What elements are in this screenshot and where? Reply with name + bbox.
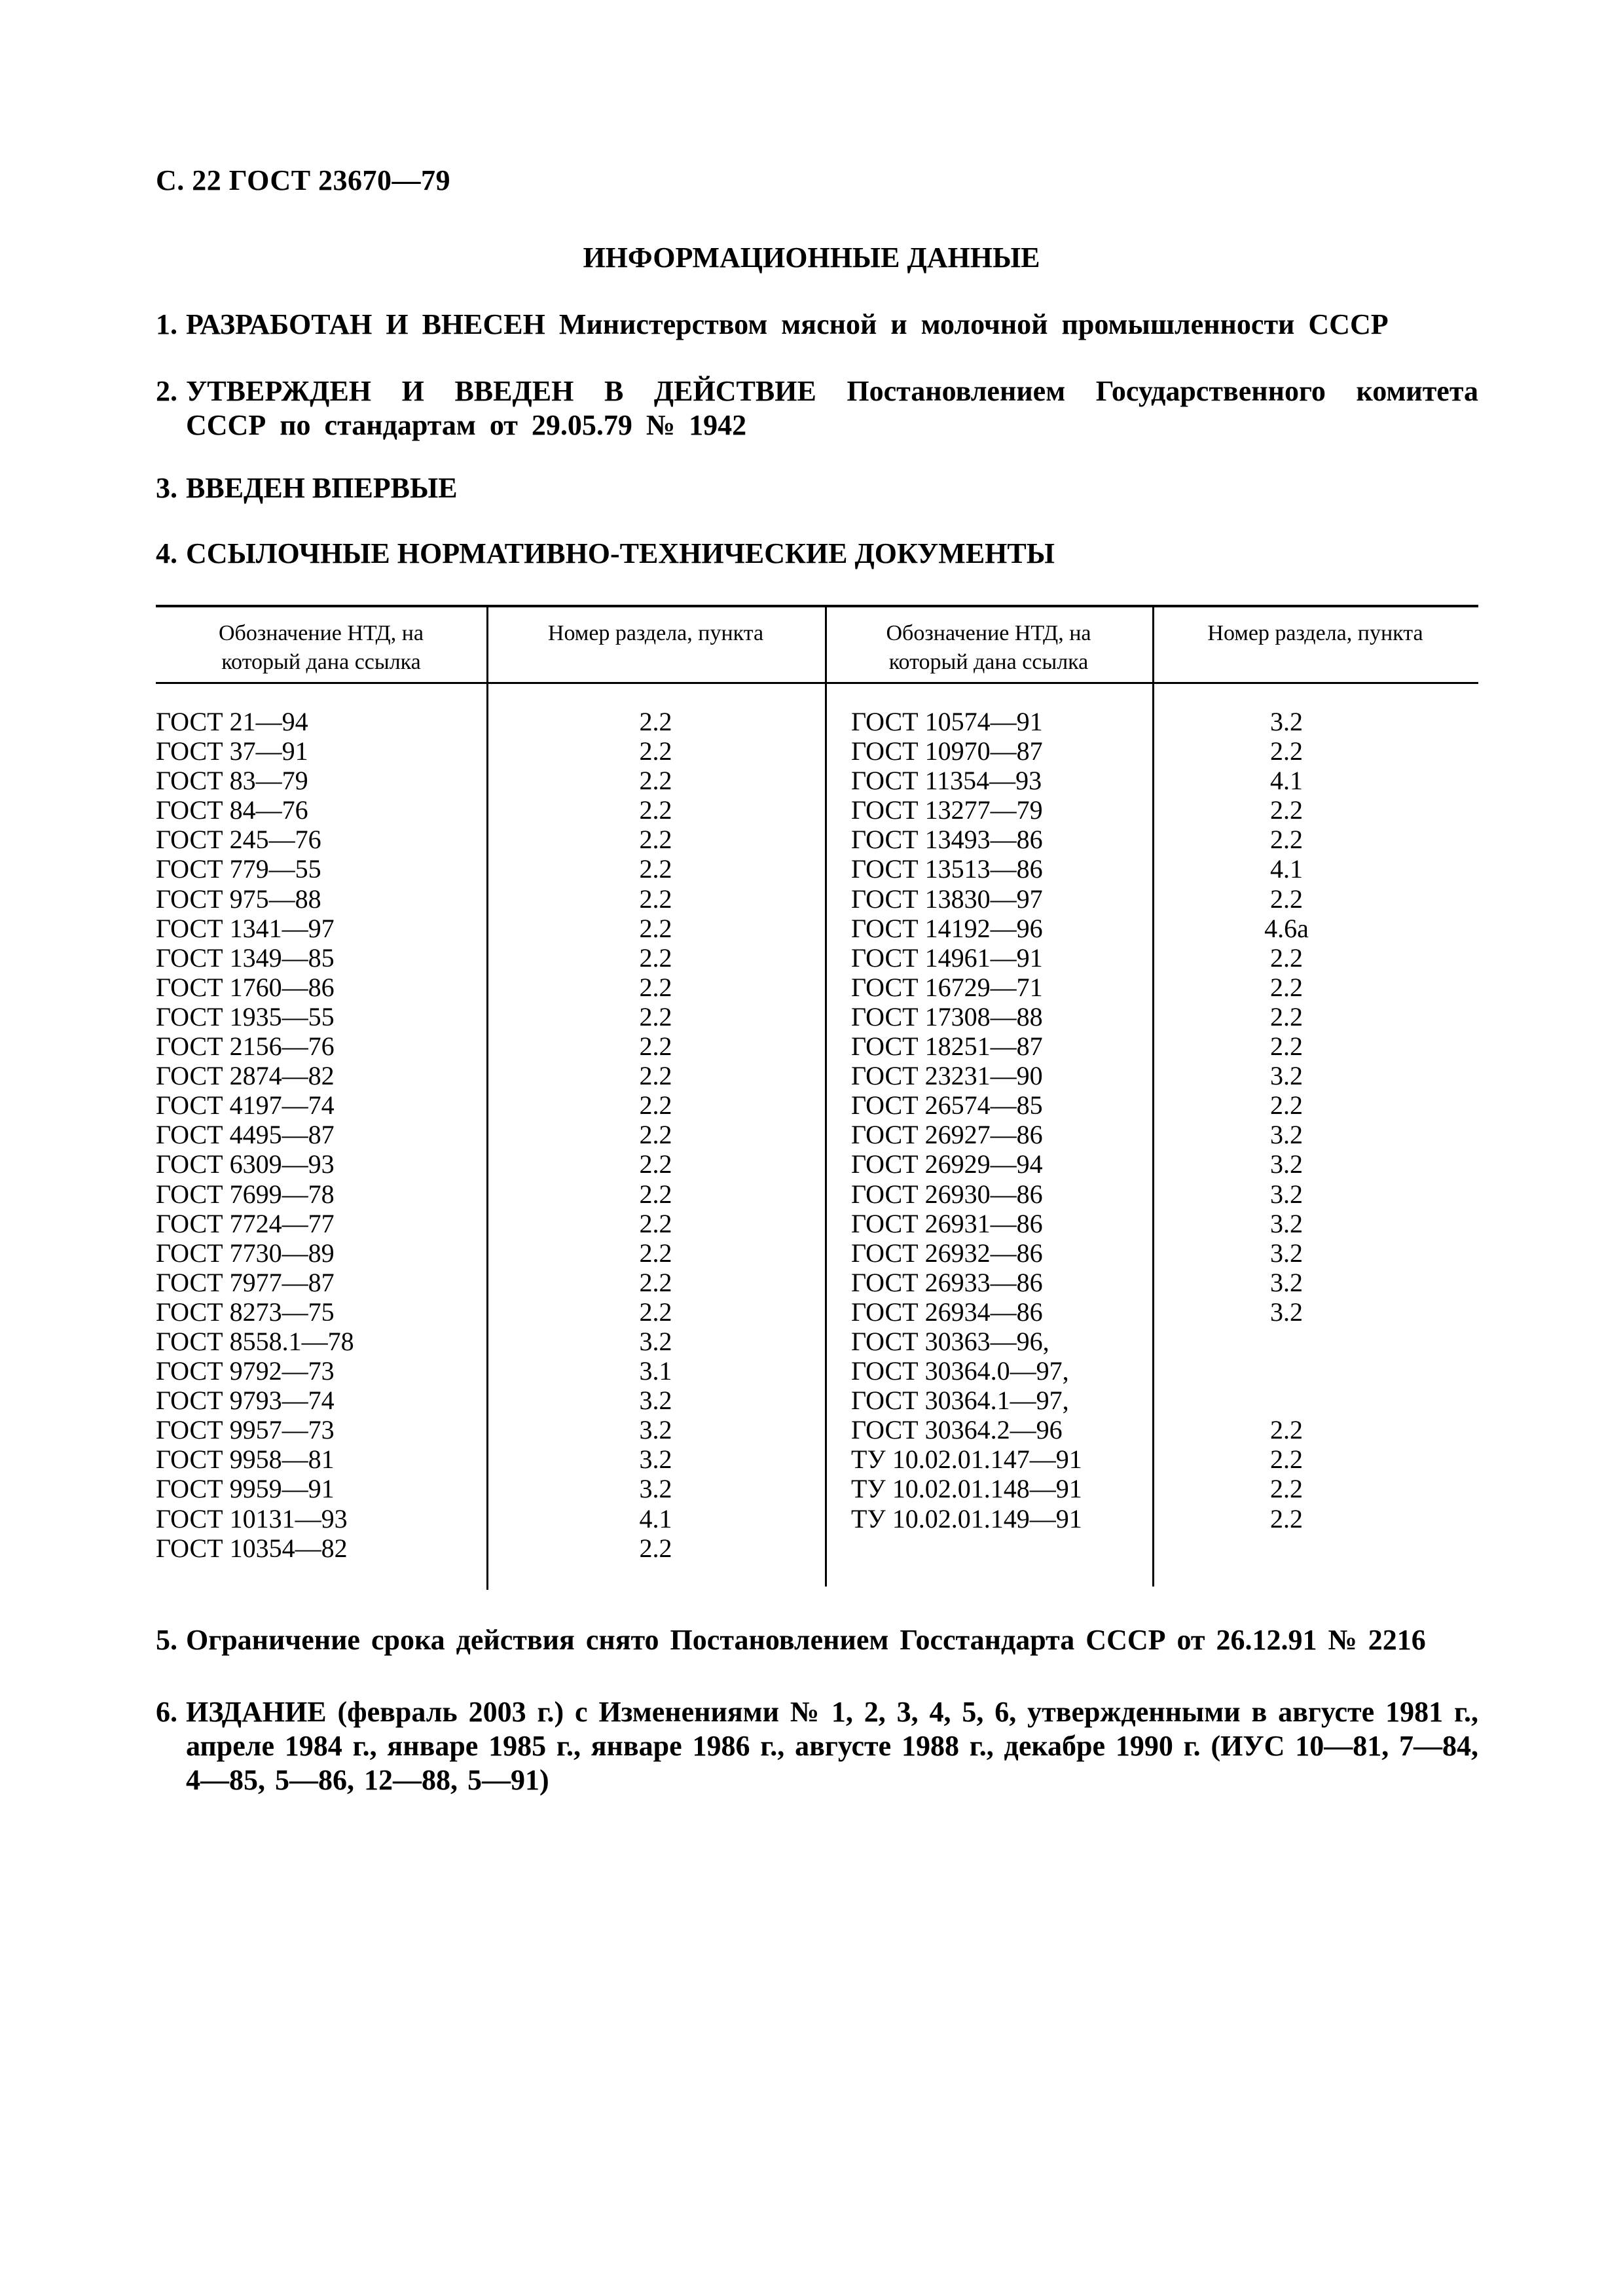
table-cell: ТУ 10.02.01.147—91 — [851, 1444, 1082, 1475]
table-cell: ГОСТ 9958—81 — [156, 1444, 335, 1475]
table-cell: 2.2 — [639, 1001, 672, 1031]
info-item-4 — [156, 537, 1478, 571]
references-table — [156, 605, 1478, 1590]
item-text-line2: СССР по стандартам от 29.05.79 № 1942 — [186, 409, 747, 441]
table-cell: 3.1 — [639, 1356, 672, 1386]
table-cell: 3.2 — [1270, 707, 1303, 736]
info-item-3 — [156, 471, 1478, 505]
table-cell: 2.2 — [1270, 972, 1303, 1002]
table-cell: ГОСТ 83—79 — [156, 766, 308, 796]
item-text: Ограничение срока действия снято Постановлением Госстандарта СССР от 26.12.91 № 2216 — [186, 1624, 1426, 1656]
table-cell: 4.6а — [1264, 913, 1309, 943]
table-cell: 3.2 — [1270, 1208, 1303, 1238]
item-number: 5. — [156, 1624, 177, 1656]
table-cell: 2.2 — [1270, 825, 1303, 855]
table-cell: 2.2 — [639, 1149, 672, 1179]
table-cell: 2.2 — [1270, 795, 1303, 825]
item-text-line2: апреле 1984 г., январе 1985 г., январе 1986 г., августе 1988 г., декабре 1990 г. (ИУС 10—81, 7—84, — [186, 1730, 1478, 1762]
item-number: 3. — [156, 472, 177, 504]
item-text-line3: 4—85, 5—86, 12—88, 5—91) — [186, 1764, 549, 1796]
table-cell: ГОСТ 13493—86 — [851, 825, 1043, 855]
table-cell: 3.2 — [639, 1415, 672, 1445]
item-number: 6. — [156, 1696, 177, 1728]
table-cell: ГОСТ 2874—82 — [156, 1061, 335, 1091]
section-title: ИНФОРМАЦИОННЫЕ ДАННЫЕ — [583, 242, 1040, 274]
table-cell: ГОСТ 26932—86 — [851, 1238, 1043, 1268]
table-cell: ГОСТ 245—76 — [156, 825, 321, 855]
table-cell: ГОСТ 14961—91 — [851, 942, 1043, 973]
table-cell: ТУ 10.02.01.148—91 — [851, 1474, 1082, 1504]
table-cell: 3.2 — [1270, 1120, 1303, 1150]
table-cell: 2.2 — [639, 1267, 672, 1297]
table-cell: 2.2 — [639, 1208, 672, 1238]
table-cell: ГОСТ 26927—86 — [851, 1120, 1043, 1150]
table-cell: 3.2 — [1270, 1297, 1303, 1327]
table-cell: ГОСТ 7699—78 — [156, 1179, 335, 1209]
table-cell: 2.2 — [639, 942, 672, 973]
table-cell: 3.2 — [1270, 1179, 1303, 1209]
table-cell: 3.2 — [1270, 1061, 1303, 1091]
table-cell: ГОСТ 18251—87 — [851, 1031, 1043, 1062]
table-cell: 2.2 — [639, 795, 672, 825]
table-cell: ГОСТ 1935—55 — [156, 1001, 335, 1031]
table-cell: ГОСТ 26933—86 — [851, 1267, 1043, 1297]
info-item-6 — [156, 1695, 1478, 1797]
table-cell: ГОСТ 13277—79 — [851, 795, 1043, 825]
table-cell: 2.2 — [639, 1238, 672, 1268]
table-cell: 3.2 — [1270, 1149, 1303, 1179]
table-cell: 2.2 — [639, 884, 672, 914]
table-cell: 2.2 — [639, 1120, 672, 1150]
table-cell: 2.2 — [639, 825, 672, 855]
table-cell: 2.2 — [639, 1061, 672, 1091]
left-doc-column — [156, 707, 486, 1563]
table-cell: 2.2 — [1270, 1444, 1303, 1475]
table-cell: ГОСТ 8273—75 — [156, 1297, 335, 1327]
table-top-rule — [156, 605, 1478, 607]
table-cell: 2.2 — [1270, 1415, 1303, 1445]
item-number: 1. — [156, 308, 177, 340]
table-cell: ГОСТ 1341—97 — [156, 913, 335, 943]
item-text: ВВЕДЕН ВПЕРВЫЕ — [186, 472, 458, 504]
table-cell: 2.2 — [1270, 1503, 1303, 1534]
table-header-rule — [156, 682, 1478, 684]
header-section-number-left: Номер раздела, пункта — [547, 621, 764, 645]
table-cell: ГОСТ 13830—97 — [851, 884, 1043, 914]
table-cell: ГОСТ 10970—87 — [851, 736, 1043, 766]
info-item-5 — [156, 1623, 1478, 1657]
table-cell: 2.2 — [1270, 1474, 1303, 1504]
table-cell: 2.2 — [639, 913, 672, 943]
table-cell: ГОСТ 7724—77 — [156, 1208, 335, 1238]
table-cell: ГОСТ 8558.1—78 — [156, 1326, 354, 1356]
table-cell: ГОСТ 779—55 — [156, 854, 321, 884]
table-cell: 2.2 — [1270, 1090, 1303, 1121]
table-divider — [825, 605, 827, 1587]
item-text: ССЫЛОЧНЫЕ НОРМАТИВНО-ТЕХНИЧЕСКИЕ ДОКУМЕНТЫ — [186, 537, 1055, 569]
table-cell: 2.2 — [1270, 884, 1303, 914]
table-cell: 2.2 — [639, 707, 672, 736]
table-cell: ГОСТ 9959—91 — [156, 1474, 335, 1504]
table-cell: ГОСТ 21—94 — [156, 707, 308, 736]
table-cell: ГОСТ 26574—85 — [851, 1090, 1043, 1121]
table-cell: 4.1 — [639, 1503, 672, 1534]
table-cell: 2.2 — [639, 1090, 672, 1121]
table-cell: 2.2 — [639, 1297, 672, 1327]
table-cell: 2.2 — [1270, 1031, 1303, 1062]
table-cell: ГОСТ 26931—86 — [851, 1208, 1043, 1238]
table-cell: ГОСТ 10131—93 — [156, 1503, 348, 1534]
table-cell: ГОСТ 2156—76 — [156, 1031, 335, 1062]
table-cell: ГОСТ 30364.1—97, — [851, 1386, 1069, 1416]
table-cell: ГОСТ 7730—89 — [156, 1238, 335, 1268]
page-header: С. 22 ГОСТ 23670—79 — [156, 164, 451, 196]
table-cell: ГОСТ 16729—71 — [851, 972, 1043, 1002]
table-cell: ГОСТ 11354—93 — [851, 766, 1042, 796]
right-section-column — [1152, 707, 1421, 1534]
table-cell: 3.2 — [639, 1474, 672, 1504]
table-cell: 2.2 — [639, 766, 672, 796]
table-cell: ГОСТ 26930—86 — [851, 1179, 1043, 1209]
table-cell: ГОСТ 30364.2—96 — [851, 1415, 1063, 1445]
item-number: 4. — [156, 537, 177, 569]
info-item-1 — [156, 308, 1478, 342]
header-doc-designation-left: Обозначение НТД, на который дана ссылка — [218, 621, 424, 674]
table-cell: 2.2 — [639, 736, 672, 766]
table-cell: 2.2 — [639, 1533, 672, 1563]
item-text-line1: УТВЕРЖДЕН И ВВЕДЕН В ДЕЙСТВИЕ Постановлением Государственного комитета — [186, 375, 1478, 407]
info-item-2 — [156, 374, 1478, 442]
table-cell: ГОСТ 37—91 — [156, 736, 308, 766]
table-cell: 3.2 — [639, 1444, 672, 1475]
table-cell: ГОСТ 23231—90 — [851, 1061, 1043, 1091]
table-cell — [1152, 1356, 1421, 1386]
table-cell: ГОСТ 1349—85 — [156, 942, 335, 973]
header-section-number-right: Номер раздела, пункта — [1207, 621, 1423, 645]
item-number: 2. — [156, 375, 177, 407]
header-doc-designation-right: Обозначение НТД, на который дана ссылка — [886, 621, 1091, 674]
table-cell: 2.2 — [639, 972, 672, 1002]
table-cell: 2.2 — [639, 1179, 672, 1209]
table-cell: 2.2 — [1270, 942, 1303, 973]
table-cell: ГОСТ 30364.0—97, — [851, 1356, 1069, 1386]
table-cell: ГОСТ 10354—82 — [156, 1533, 348, 1563]
item-text: РАЗРАБОТАН И ВНЕСЕН Министерством мясной и молочной промышленности СССР — [186, 308, 1389, 340]
table-cell: ГОСТ 7977—87 — [156, 1267, 335, 1297]
table-cell: ГОСТ 9957—73 — [156, 1415, 335, 1445]
table-cell — [1152, 1327, 1421, 1356]
table-cell: ГОСТ 1760—86 — [156, 972, 335, 1002]
table-cell: 2.2 — [639, 1031, 672, 1062]
table-cell: ГОСТ 9792—73 — [156, 1356, 335, 1386]
table-cell: ГОСТ 6309—93 — [156, 1149, 335, 1179]
table-cell: 2.2 — [639, 854, 672, 884]
table-cell: 3.2 — [639, 1326, 672, 1356]
right-doc-column — [851, 707, 1152, 1534]
table-cell: ГОСТ 26929—94 — [851, 1149, 1043, 1179]
table-cell: ГОСТ 84—76 — [156, 795, 308, 825]
table-cell: ГОСТ 13513—86 — [851, 854, 1043, 884]
table-cell: ГОСТ 4495—87 — [156, 1120, 335, 1150]
table-cell: 3.2 — [1270, 1238, 1303, 1268]
table-cell: 3.2 — [639, 1386, 672, 1416]
table-cell: 3.2 — [1270, 1267, 1303, 1297]
table-cell: ГОСТ 4197—74 — [156, 1090, 335, 1121]
table-cell: ГОСТ 9793—74 — [156, 1386, 335, 1416]
table-cell: ТУ 10.02.01.149—91 — [851, 1503, 1082, 1534]
table-cell: 4.1 — [1270, 766, 1303, 796]
table-cell: 4.1 — [1270, 854, 1303, 884]
table-cell: ГОСТ 10574—91 — [851, 707, 1043, 736]
table-cell: ГОСТ 26934—86 — [851, 1297, 1043, 1327]
left-section-column — [486, 707, 825, 1563]
table-cell — [1152, 1386, 1421, 1415]
table-cell: ГОСТ 14192—96 — [851, 913, 1043, 943]
table-cell: ГОСТ 975—88 — [156, 884, 321, 914]
table-cell: 2.2 — [1270, 1001, 1303, 1031]
item-text-line1: ИЗДАНИЕ (февраль 2003 г.) с Изменениями № 1, 2, 3, 4, 5, 6, утвержденными в августе 1981 г., — [186, 1696, 1478, 1728]
table-cell: 2.2 — [1270, 736, 1303, 766]
table-cell: ГОСТ 17308—88 — [851, 1001, 1043, 1031]
table-cell: ГОСТ 30363—96, — [851, 1326, 1049, 1356]
